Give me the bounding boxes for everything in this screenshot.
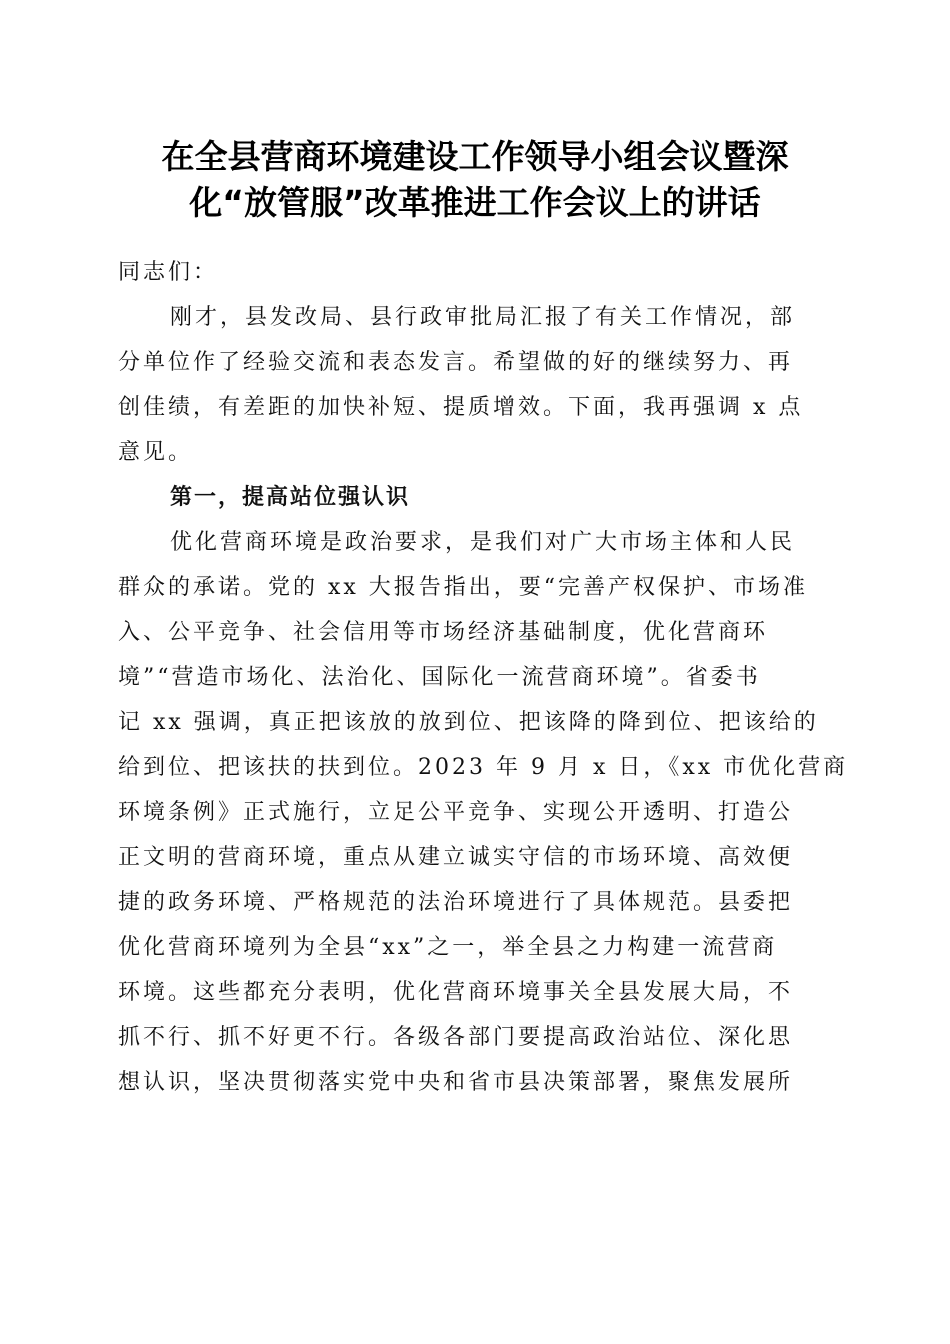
title-line: 在全县营商环境建设工作领导小组会议暨深 xyxy=(161,137,789,176)
document-body xyxy=(118,250,849,1105)
intro-paragraph xyxy=(118,295,826,475)
paragraph-line: 优化营商环境是政治要求，是我们对广大市场主体和人民 xyxy=(170,530,796,555)
salutation: 同志们： xyxy=(118,260,219,285)
paragraph-line: 抓不行、抓不好更不行。各级各部门要提高政治站位、深化思 xyxy=(118,1025,794,1050)
paragraph-line: 刚才，县发改局、县行政审批局汇报了有关工作情况，部 xyxy=(170,305,796,330)
paragraph-line: 捷的政务环境、严格规范的法治环境进行了具体规范。县委把 xyxy=(118,890,794,915)
paragraph-line: 环境。这些都充分表明，优化营商环境事关全县发展大局，不 xyxy=(118,980,794,1005)
paragraph-line: 分单位作了经验交流和表态发言。希望做的好的继续努力、再 xyxy=(118,350,794,375)
paragraph-line: 创佳绩，有差距的加快补短、提质增效。下面，我再强调 x 点 xyxy=(118,395,804,420)
paragraph-line: 记 xx 强调，真正把该放的放到位、把该降的降到位、把该给的 xyxy=(118,710,819,735)
paragraph-line: 境”“营造市场化、法治化、国际化一流营商环境”。省委书 xyxy=(118,665,761,690)
paragraph-line: 环境条例》正式施行，立足公平竞争、实现公开透明、打造公 xyxy=(118,800,794,825)
document-title xyxy=(118,134,832,226)
paragraph-line: 想认识，坚决贯彻落实党中央和省市县决策部署，聚焦发展所 xyxy=(118,1070,794,1095)
paragraph-line: 正文明的营商环境，重点从建立诚实守信的市场环境、高效便 xyxy=(118,845,794,870)
section-paragraph xyxy=(118,520,849,1105)
paragraph-line: 优化营商环境列为全县“xx”之一，举全县之力构建一流营商 xyxy=(118,935,778,960)
paragraph-line: 意见。 xyxy=(118,440,194,465)
section-heading: 第一，提高站位强认识 xyxy=(170,484,411,510)
paragraph-line: 给到位、把该扶的扶到位。2023 年 9 月 x 日，《xx 市优化营商 xyxy=(118,755,849,780)
paragraph-line: 群众的承诺。党的 xx 大报告指出，要“完善产权保护、市场准 xyxy=(118,575,809,600)
paragraph-line: 入、公平竞争、社会信用等市场经济基础制度，优化营商环 xyxy=(118,620,769,645)
title-line: 化“放管服”改革推进工作会议上的讲话 xyxy=(189,183,761,222)
